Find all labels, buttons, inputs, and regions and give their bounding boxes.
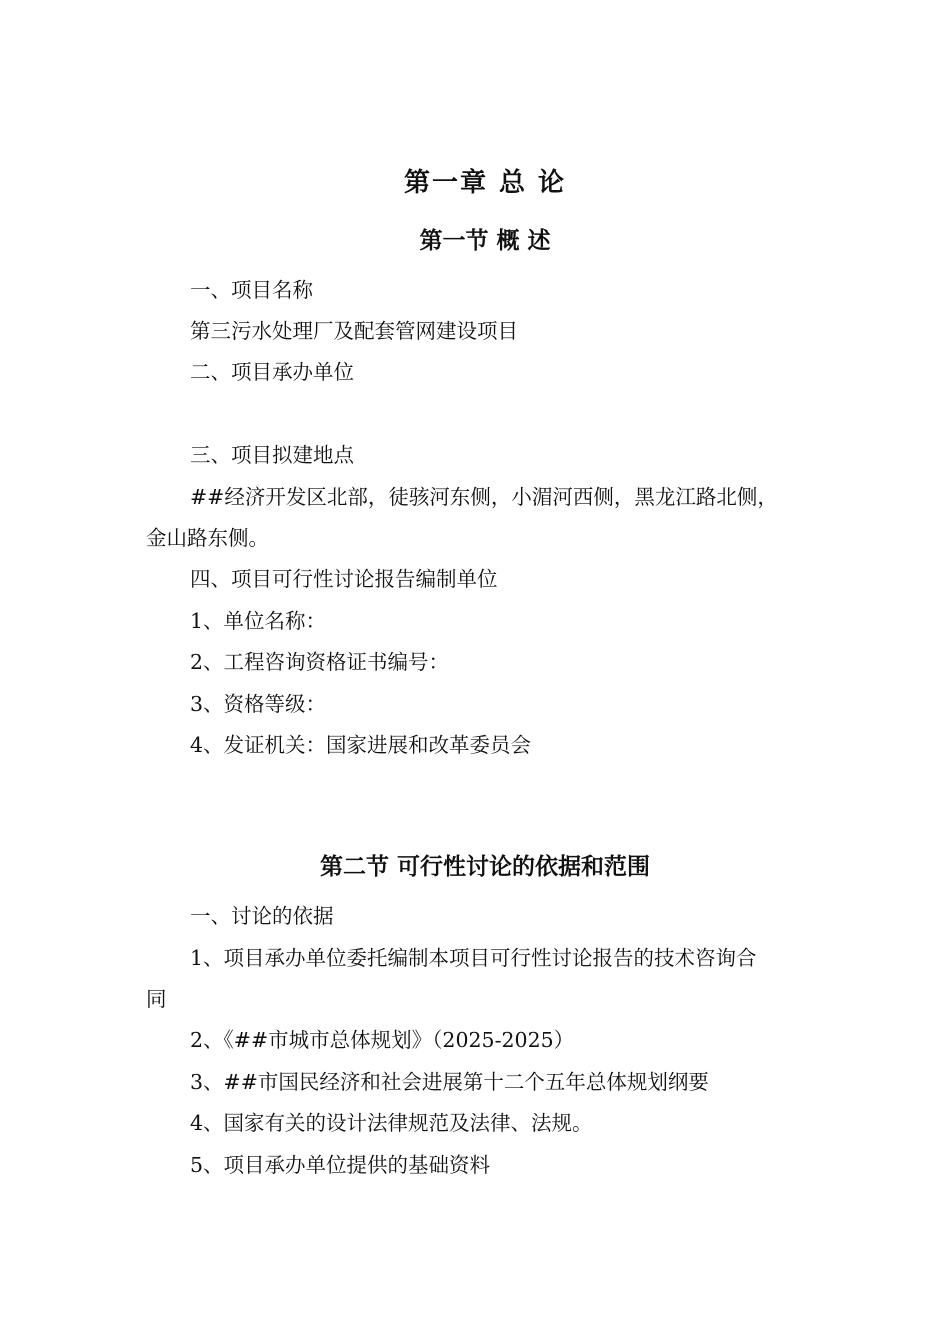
heading-research-basis: 一、讨论的依据 [190,904,334,928]
section-title-basis-scope: 第二节 可行性讨论的依据和范围 [319,854,650,880]
compiler-certificate-number: 2、工程咨询资格证书编号： [190,650,450,674]
basis-item-2: 2、《##市城市总体规划》（2025-2025） [190,1028,575,1052]
heading-report-compiler: 四、项目可行性讨论报告编制单位 [190,567,498,591]
basis-item-5: 5、项目承办单位提供的基础资料 [190,1153,491,1177]
heading-project-location: 三、项目拟建地点 [190,443,354,467]
compiler-unit-name: 1、单位名称： [190,609,327,633]
basis-item-4: 4、国家有关的设计法律规范及法律、法规。 [190,1111,593,1135]
project-location-line-1: ##经济开发区北部，徒骇河东侧，小湄河西侧，黑龙江路北侧， [190,485,778,509]
basis-item-1-line-2: 同 [146,987,167,1011]
heading-project-name: 一、项目名称 [190,278,313,302]
section-title-overview: 第一节 概 述 [419,228,551,254]
basis-item-1-line-1: 1、项目承办单位委托编制本项目可行性讨论报告的技术咨询合 [190,946,757,970]
chapter-title: 第一章 总 论 [403,168,567,198]
heading-project-sponsor: 二、项目承办单位 [190,360,354,384]
basis-item-3: 3、##市国民经济和社会进展第十二个五年总体规划纲要 [190,1070,709,1094]
project-location-line-2: 金山路东侧。 [146,526,269,550]
compiler-qualification-grade: 3、资格等级： [190,692,327,716]
project-name-value: 第三污水处理厂及配套管网建设项目 [190,319,518,343]
compiler-issuing-authority: 4、发证机关：国家进展和改革委员会 [190,733,532,757]
